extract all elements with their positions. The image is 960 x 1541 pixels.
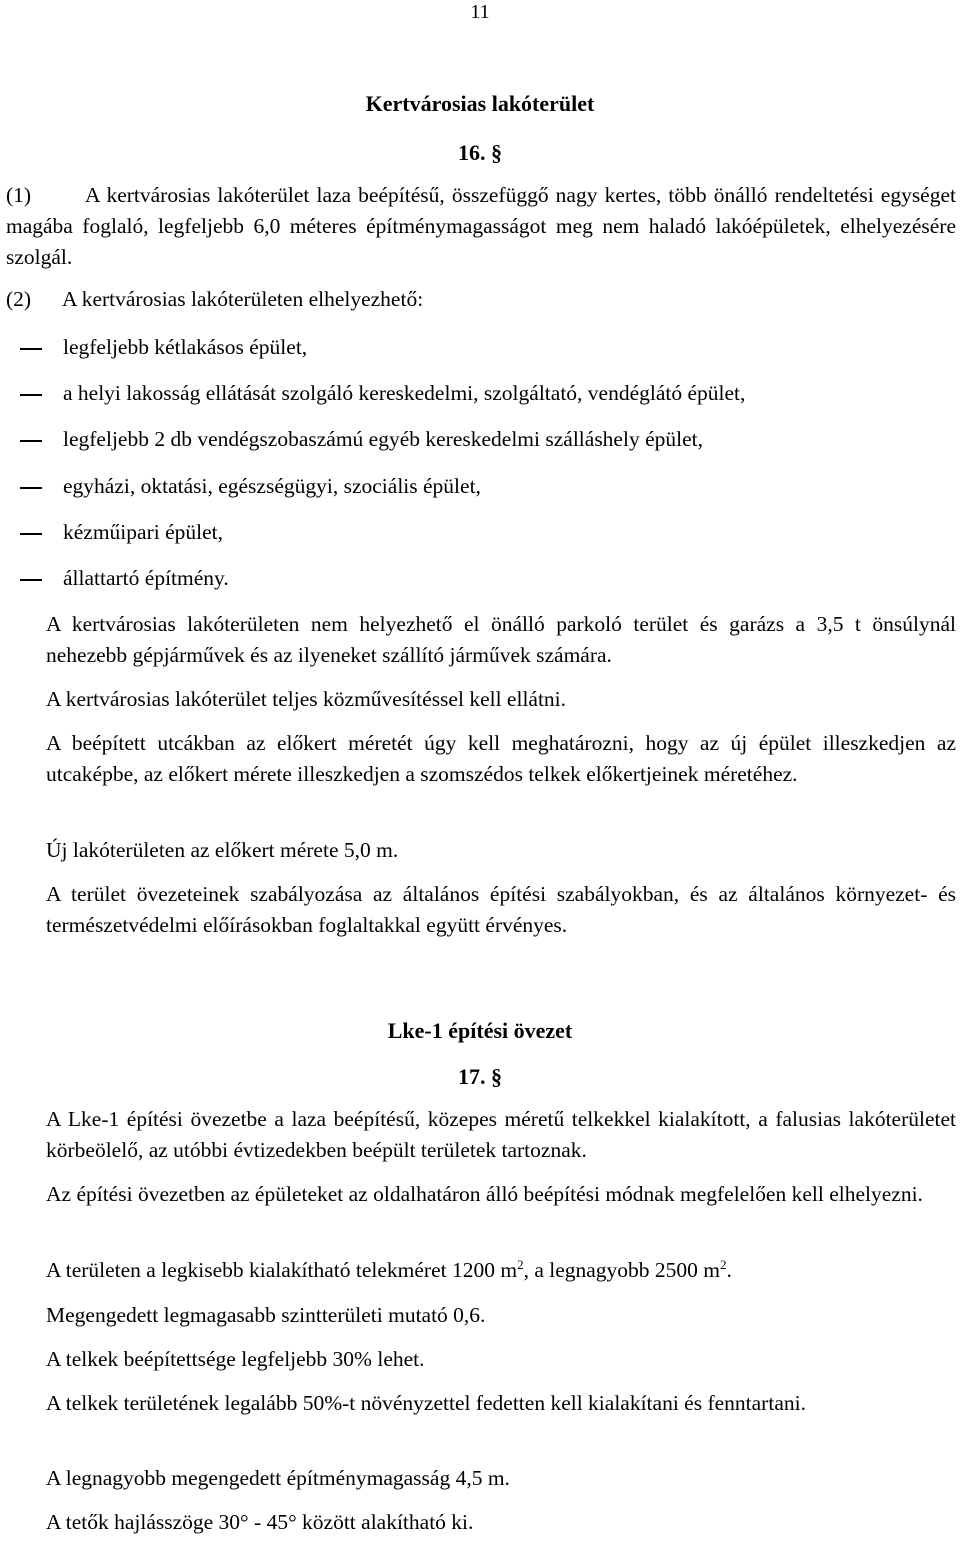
page-number: 11: [470, 1, 490, 23]
list-item: [6, 424, 946, 455]
dash-bullet: [6, 471, 63, 502]
s17-paragraph-9: [6, 1507, 956, 1538]
s16-paragraph-5: [6, 728, 956, 790]
list-item: [6, 471, 946, 502]
superscript-2: 2: [720, 1256, 727, 1272]
list-item-text: legfeljebb kétlakásos épület,: [63, 335, 308, 359]
s16-p4-text: A kertvárosias lakóterület teljes közművesítéssel kell ellátni.: [46, 687, 567, 711]
list-item: [6, 332, 946, 363]
s17-p3-text-a: A területen a legkisebb kialakítható telekméret 1200 m: [46, 1258, 518, 1282]
section-title-kertvarosias: Kertvárosias lakóterület: [365, 91, 595, 116]
s17-p2-number: [6, 1179, 46, 1210]
s16-p3-number: [6, 609, 46, 640]
s17-p2-text: Az építési övezetben az épületeket az oldalhatáron álló beépítési módnak megfelelően kell elhelyezni.: [46, 1182, 923, 1206]
superscript-2: 2: [517, 1256, 524, 1272]
s17-p7-number: [6, 1463, 46, 1494]
s17-paragraph-7: [6, 1463, 956, 1494]
s17-p5-number: [6, 1344, 46, 1375]
paragraph-mark-17: 17. §: [458, 1064, 502, 1089]
dash-bullet: [6, 332, 63, 363]
s16-paragraph-4: [6, 684, 956, 715]
s17-paragraph-4: [6, 1300, 956, 1331]
list-item-text: kézműipari épület,: [63, 520, 223, 544]
s16-paragraph-2: [6, 284, 956, 315]
s17-p3-number: [6, 1255, 46, 1286]
list-item-text: állattartó építmény.: [63, 566, 229, 590]
s17-paragraph-6: [6, 1388, 956, 1419]
dash-bullet: [6, 517, 63, 548]
list-item: [6, 563, 946, 594]
s16-p7-number: [6, 879, 46, 910]
s17-p4-text: Megengedett legmagasabb szintterületi mutató 0,6.: [46, 1303, 486, 1327]
s16-p5-text: A beépített utcákban az előkert méretét úgy kell meghatározni, hogy az új épület illeszkedjen az utcaképbe, az előkert mérete illeszkedjen a szomszédos telkek előkertjeinek méretéhez.: [46, 731, 956, 786]
s16-p4-number: [6, 684, 46, 715]
s16-p1-number: (1): [6, 183, 32, 207]
s17-p1-number: [6, 1104, 46, 1135]
list-item: [6, 517, 946, 548]
s17-paragraph-5: [6, 1344, 956, 1375]
list-item-text: egyházi, oktatási, egészségügyi, szociális épület,: [63, 474, 481, 498]
s17-paragraph-1: [6, 1104, 956, 1166]
dash-bullet: [6, 424, 63, 455]
s17-p4-number: [6, 1300, 46, 1331]
dash-bullet: [6, 378, 63, 409]
s16-paragraph-1: [6, 180, 956, 273]
list-item-text: legfeljebb 2 db vendégszobaszámú egyéb kereskedelmi szálláshely épület,: [63, 427, 703, 451]
s17-p9-text: A tetők hajlásszöge 30° - 45° között alakítható ki.: [46, 1510, 474, 1534]
dash-bullet: [6, 563, 63, 594]
s17-p5-text: A telkek beépítettsége legfeljebb 30% lehet.: [46, 1347, 425, 1371]
s16-p7-text: A terület övezeteinek szabályozása az általános építési szabályokban, és az általános környezet- és természetvédelmi előírásokban foglaltakkal együtt érvényes.: [46, 882, 956, 937]
s17-paragraph-2: [6, 1179, 956, 1210]
s16-p1-text: A kertvárosias lakóterület laza beépítésű, összefüggő nagy kertes, több önálló rendeltetési egységet magába foglaló, legfeljebb 6,0 méteres építménymagasságot meg nem haladó lakóépületek, elhelyezésére szolgál.: [6, 183, 956, 269]
s16-paragraph-7: [6, 879, 956, 941]
s16-p5-number: [6, 728, 46, 759]
s17-p9-number: [6, 1507, 46, 1538]
s16-p6-number: [6, 835, 46, 866]
s17-p3-text-c: .: [726, 1258, 732, 1282]
s16-p3-text: A kertvárosias lakóterületen nem helyezhető el önálló parkoló terület és garázs a 3,5 t önsúlynál nehezebb gépjárművek és az ilyeneket szállító járművek számára.: [46, 612, 956, 667]
paragraph-mark-16: 16. §: [458, 140, 502, 165]
s16-paragraph-6: [6, 835, 956, 866]
s17-p6-text: A telkek területének legalább 50%-t növényzettel fedetten kell kialakítani és fenntartani.: [46, 1391, 806, 1415]
s16-p6-text: Új lakóterületen az előkert mérete 5,0 m.: [46, 838, 399, 862]
s16-p2-text: A kertvárosias lakóterületen elhelyezhető:: [62, 287, 424, 311]
list-item-text: a helyi lakosság ellátását szolgáló kereskedelmi, szolgáltató, vendéglátó épület,: [63, 381, 746, 405]
list-item: [6, 378, 946, 409]
section-title-lke1: Lke-1 építési övezet: [387, 1018, 573, 1043]
s16-paragraph-3: [6, 609, 956, 671]
s17-paragraph-3: [6, 1255, 956, 1286]
s17-p6-number: [6, 1388, 46, 1419]
s16-p2-number: (2): [6, 287, 32, 311]
s17-p7-text: A legnagyobb megengedett építménymagasság 4,5 m.: [46, 1466, 510, 1490]
s17-p3-text-b: , a legnagyobb 2500 m: [523, 1258, 721, 1282]
s17-p1-text: A Lke-1 építési övezetbe a laza beépítésű, közepes méretű telkekkel kialakított, a falusias lakóterületet körbeölelő, az utóbbi évtizedekben beépült területek tartoznak.: [46, 1107, 956, 1162]
